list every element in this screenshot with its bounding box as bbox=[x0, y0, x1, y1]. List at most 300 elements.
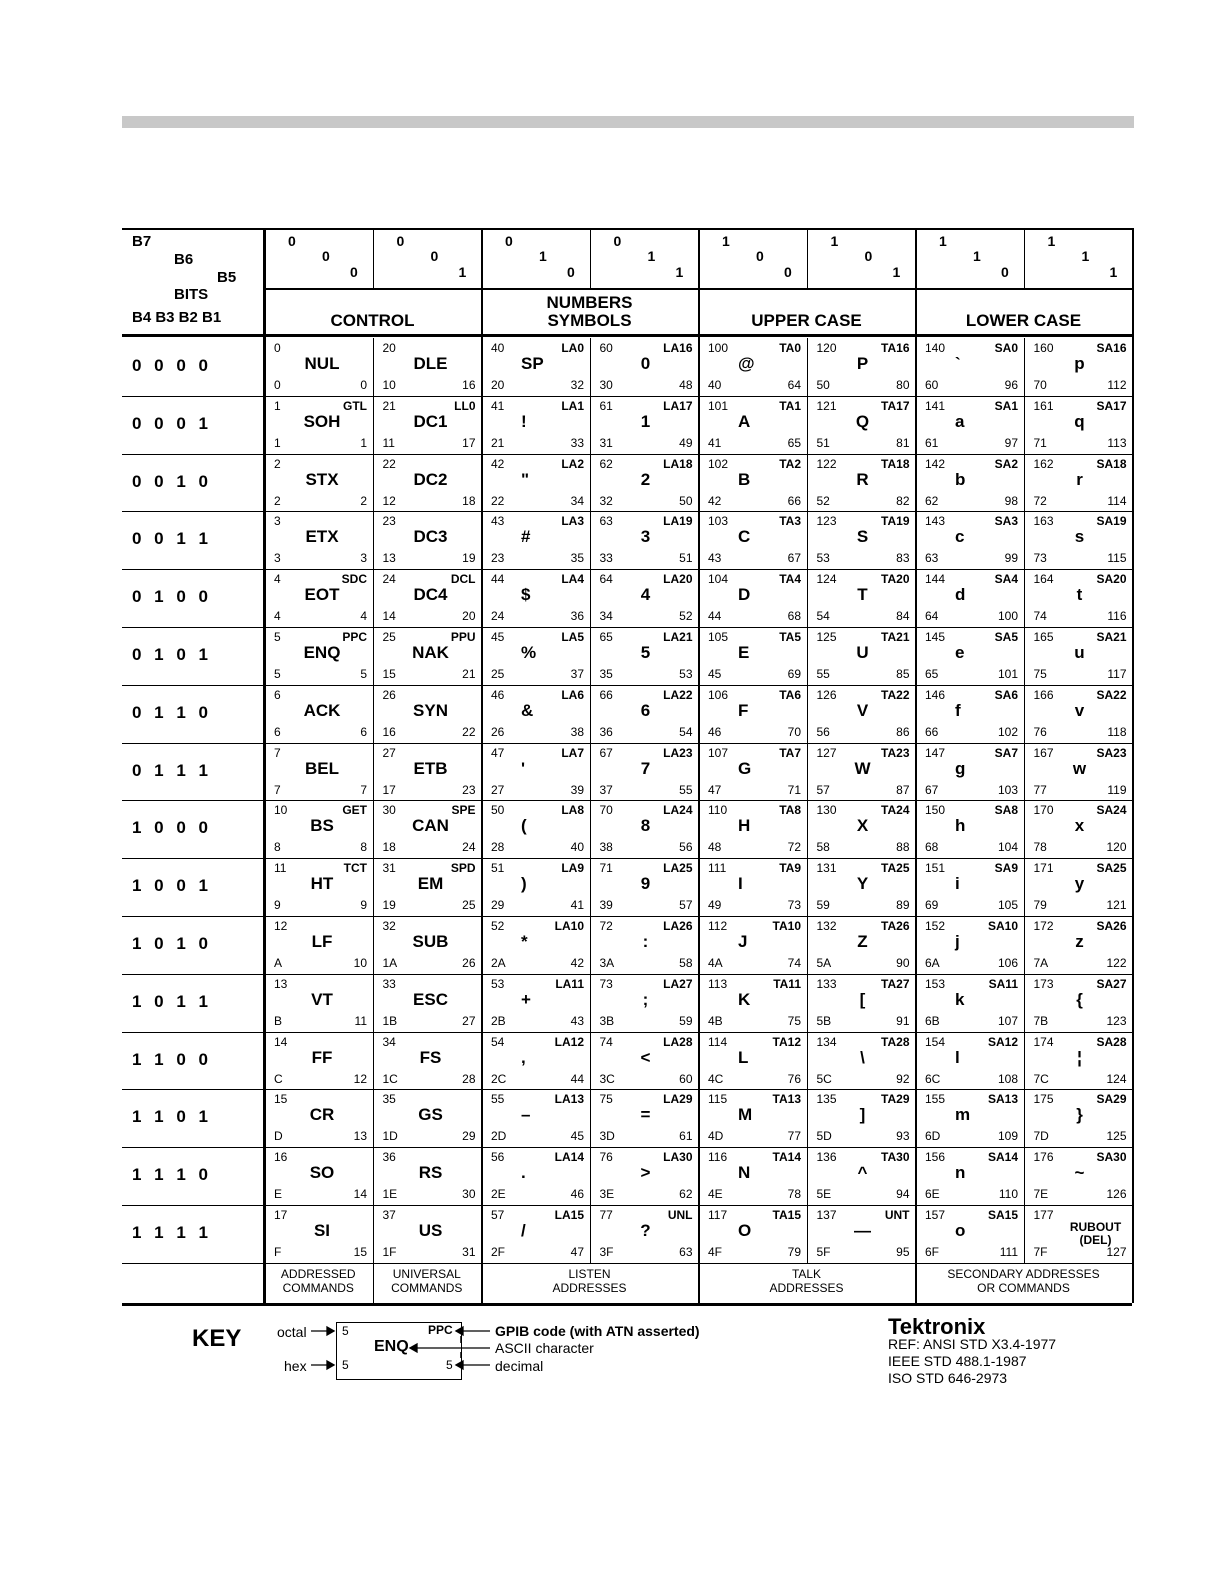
group-heading: UPPER CASE bbox=[751, 311, 862, 330]
hex-code: 61 bbox=[925, 435, 939, 450]
octal-code: 123 bbox=[816, 514, 837, 529]
ascii-character: E bbox=[738, 643, 750, 662]
gpib-code: SA16 bbox=[1096, 341, 1127, 355]
ascii-character: u bbox=[1074, 643, 1085, 662]
gpib-code: SA15 bbox=[987, 1208, 1018, 1222]
hex-code: 5F bbox=[816, 1245, 831, 1259]
ascii-character: n bbox=[955, 1163, 966, 1183]
octal-code: 155 bbox=[925, 1092, 946, 1107]
key-octal-label: octal bbox=[277, 1324, 307, 1340]
octal-code: 4 bbox=[274, 572, 281, 587]
row-bits-label: 1 1 0 1 bbox=[132, 1107, 208, 1127]
hex-code: 40 bbox=[708, 378, 722, 392]
decimal-code: 109 bbox=[997, 1129, 1018, 1144]
bit-b6-value: 1 bbox=[1081, 248, 1090, 264]
hex-code: 7 bbox=[274, 782, 281, 797]
gpib-code: LA6 bbox=[561, 687, 584, 702]
gpib-code: TA2 bbox=[779, 456, 801, 471]
ascii-character: , bbox=[521, 1047, 526, 1067]
ascii-character: DC1 bbox=[413, 411, 448, 431]
ascii-character: R bbox=[856, 469, 869, 489]
hex-code: 7E bbox=[1033, 1187, 1049, 1202]
brand-logo: Tektronix bbox=[888, 1314, 986, 1339]
group-heading: CONTROL bbox=[330, 311, 415, 330]
hex-code: 54 bbox=[816, 609, 830, 624]
hex-code: 4D bbox=[708, 1129, 724, 1144]
hex-code: 41 bbox=[708, 435, 722, 450]
group-heading: LOWER CASE bbox=[965, 311, 1082, 330]
octal-code: 21 bbox=[382, 398, 396, 413]
hex-code: 32 bbox=[599, 493, 613, 508]
hex-code: 29 bbox=[491, 898, 505, 913]
footer-category-label: ADDRESSED COMMANDS bbox=[280, 1266, 356, 1295]
hex-code: 12 bbox=[382, 493, 396, 508]
octal-code: 76 bbox=[599, 1150, 613, 1165]
hex-code: 27 bbox=[491, 782, 505, 797]
hex-code: 48 bbox=[708, 840, 722, 855]
bit-b7-value: 0 bbox=[288, 233, 296, 249]
decimal-code: 111 bbox=[999, 1245, 1018, 1259]
octal-code: 106 bbox=[708, 687, 729, 702]
ascii-character: ) bbox=[521, 874, 527, 894]
decimal-code: 66 bbox=[787, 493, 801, 508]
hex-code: 3D bbox=[599, 1129, 615, 1144]
ascii-character: j bbox=[955, 932, 960, 951]
octal-code: 174 bbox=[1033, 1034, 1054, 1049]
ascii-character: < bbox=[640, 1047, 651, 1067]
ascii-character: CR bbox=[309, 1105, 335, 1125]
octal-code: 162 bbox=[1033, 456, 1054, 471]
bit-b5-value: 0 bbox=[350, 264, 358, 280]
bit-b5-value: 0 bbox=[1001, 264, 1009, 280]
octal-code: 110 bbox=[708, 803, 728, 818]
decimal-code: 102 bbox=[997, 724, 1018, 739]
hex-code: 19 bbox=[382, 898, 396, 913]
ascii-character: W bbox=[854, 758, 871, 778]
gpib-code: SA11 bbox=[988, 976, 1018, 991]
octal-code: 56 bbox=[491, 1150, 505, 1165]
decimal-code: 61 bbox=[679, 1129, 693, 1144]
octal-code: 20 bbox=[382, 341, 396, 355]
ascii-character: \ bbox=[860, 1047, 865, 1067]
ascii-character: h bbox=[955, 816, 966, 836]
gpib-code: TA0 bbox=[779, 341, 801, 355]
row-bits-label: 1 0 0 0 bbox=[132, 818, 208, 838]
decimal-code: 4 bbox=[360, 609, 367, 624]
row-bits-label: 0 1 0 1 bbox=[132, 645, 208, 664]
ascii-character: DC4 bbox=[413, 585, 448, 605]
decimal-code: 85 bbox=[896, 667, 910, 681]
ascii-character: e bbox=[955, 643, 965, 662]
hex-code: 76 bbox=[1033, 724, 1047, 739]
gpib-code: SA10 bbox=[987, 919, 1018, 933]
gpib-code: LL0 bbox=[454, 398, 476, 413]
decimal-code: 36 bbox=[570, 609, 584, 624]
decimal-code: 44 bbox=[570, 1071, 584, 1086]
decimal-code: 108 bbox=[997, 1071, 1018, 1086]
ascii-character: SP bbox=[521, 354, 544, 373]
octal-code: 175 bbox=[1033, 1092, 1054, 1107]
gpib-code: TA23 bbox=[881, 745, 910, 760]
octal-code: 163 bbox=[1033, 514, 1054, 529]
hex-code: 28 bbox=[491, 840, 505, 855]
hex-code: 5 bbox=[274, 667, 281, 681]
hex-code: 77 bbox=[1033, 782, 1047, 797]
hex-code: C bbox=[274, 1071, 283, 1086]
ascii-character: FF bbox=[311, 1047, 333, 1067]
octal-code: 115 bbox=[708, 1092, 728, 1107]
decimal-code: 110 bbox=[998, 1187, 1018, 1202]
hex-code: 35 bbox=[599, 667, 613, 681]
bit-b5-value: 0 bbox=[784, 264, 792, 280]
octal-code: 173 bbox=[1033, 976, 1054, 991]
ascii-character: ^ bbox=[857, 1163, 868, 1183]
hex-code: 46 bbox=[708, 724, 722, 739]
decimal-code: 6 bbox=[360, 724, 367, 739]
hex-code: 2 bbox=[274, 493, 281, 508]
hex-code: 30 bbox=[599, 378, 613, 392]
hex-code: 39 bbox=[599, 898, 613, 913]
ascii-character: % bbox=[521, 643, 537, 662]
octal-code: 141 bbox=[925, 398, 946, 413]
hex-code: 9 bbox=[274, 898, 281, 913]
ascii-character: : bbox=[642, 932, 649, 951]
hex-code: 2C bbox=[491, 1071, 507, 1086]
hex-code: 17 bbox=[382, 782, 396, 797]
gpib-code: SA18 bbox=[1096, 456, 1127, 471]
gpib-code: SA28 bbox=[1096, 1034, 1127, 1049]
hex-code: 10 bbox=[382, 378, 396, 392]
gpib-code: SA7 bbox=[994, 745, 1018, 760]
ascii-character: F bbox=[738, 700, 749, 720]
hex-code: 74 bbox=[1033, 609, 1047, 624]
row-bits-label: 0 1 0 0 bbox=[132, 587, 208, 607]
ascii-character: HT bbox=[310, 874, 334, 894]
ascii-character: Z bbox=[857, 932, 868, 951]
gpib-code: LA17 bbox=[663, 398, 693, 413]
hex-code: 70 bbox=[1033, 378, 1047, 392]
ascii-character: m bbox=[955, 1105, 971, 1125]
decimal-code: 47 bbox=[570, 1245, 584, 1259]
decimal-code: 53 bbox=[679, 667, 693, 681]
octal-code: 104 bbox=[708, 572, 729, 587]
decimal-code: 82 bbox=[896, 493, 910, 508]
ascii-character: — bbox=[854, 1221, 871, 1240]
ascii-character: DC3 bbox=[413, 527, 448, 547]
octal-code: 22 bbox=[382, 456, 396, 471]
ascii-character: ] bbox=[859, 1105, 866, 1125]
decimal-code: 81 bbox=[896, 435, 910, 450]
decimal-code: 32 bbox=[570, 378, 584, 392]
octal-code: 142 bbox=[925, 456, 946, 471]
hex-code: 7C bbox=[1033, 1071, 1049, 1086]
footer-category-label: TALK ADDRESSES bbox=[769, 1266, 844, 1295]
hex-code: 13 bbox=[382, 551, 396, 566]
hex-code: 26 bbox=[491, 724, 505, 739]
row-bits-label: 0 0 1 1 bbox=[132, 529, 208, 549]
gpib-code: TA7 bbox=[779, 745, 801, 760]
key-hex-label: hex bbox=[284, 1358, 307, 1374]
ascii-character: T bbox=[857, 585, 868, 605]
gpib-code: LA2 bbox=[561, 456, 584, 471]
ascii-character: V bbox=[856, 700, 869, 720]
ascii-character: ETX bbox=[305, 527, 339, 547]
octal-code: 31 bbox=[382, 861, 396, 876]
hex-code: 6A bbox=[925, 956, 940, 970]
octal-code: 132 bbox=[816, 919, 837, 933]
gpib-code: SA6 bbox=[994, 687, 1018, 702]
hex-code: 16 bbox=[382, 724, 396, 739]
row-bits-label: 1 0 1 0 bbox=[132, 934, 208, 953]
gpib-code: SA29 bbox=[1096, 1092, 1127, 1107]
ascii-character: A bbox=[738, 411, 751, 431]
octal-code: 152 bbox=[925, 919, 946, 933]
ascii-character: d bbox=[955, 585, 966, 605]
decimal-code: 115 bbox=[1107, 551, 1127, 566]
row-bits-label: 1 0 1 1 bbox=[132, 991, 208, 1011]
bit-b6-value: 0 bbox=[430, 248, 439, 264]
ascii-character: SYN bbox=[413, 700, 448, 720]
ascii-character: SOH bbox=[303, 411, 341, 431]
octal-code: 135 bbox=[816, 1092, 837, 1107]
octal-code: 151 bbox=[925, 861, 946, 876]
decimal-code: 101 bbox=[997, 667, 1018, 681]
octal-code: 61 bbox=[599, 398, 613, 413]
decimal-code: 100 bbox=[997, 609, 1018, 624]
gpib-code: TA16 bbox=[881, 341, 910, 355]
gpib-code: TA20 bbox=[881, 572, 910, 587]
decimal-code: 96 bbox=[1004, 378, 1018, 392]
ascii-character: k bbox=[955, 989, 965, 1009]
octal-code: 47 bbox=[491, 745, 505, 760]
hex-code: 2F bbox=[491, 1245, 506, 1259]
gpib-code: SA12 bbox=[987, 1034, 1018, 1049]
octal-code: 124 bbox=[816, 572, 837, 587]
ascii-character: ¦ bbox=[1077, 1047, 1082, 1067]
ascii-character: o bbox=[955, 1221, 966, 1240]
octal-code: 120 bbox=[816, 341, 837, 355]
octal-code: 146 bbox=[925, 687, 946, 702]
bit-b5-value: 1 bbox=[675, 264, 684, 280]
decimal-code: 17 bbox=[462, 435, 476, 450]
hex-code: 0 bbox=[274, 378, 281, 392]
hex-code: 1D bbox=[382, 1129, 398, 1144]
hex-code: 53 bbox=[816, 551, 830, 566]
hex-code: 49 bbox=[708, 898, 722, 913]
decimal-code: 80 bbox=[896, 378, 910, 392]
gpib-code: LA11 bbox=[555, 976, 584, 991]
octal-code: 35 bbox=[382, 1092, 396, 1107]
decimal-code: 41 bbox=[570, 898, 584, 913]
octal-code: 53 bbox=[491, 976, 505, 991]
hex-code: 1 bbox=[274, 435, 281, 450]
octal-code: 71 bbox=[599, 861, 613, 876]
octal-code: 70 bbox=[599, 803, 613, 818]
hex-code: 75 bbox=[1033, 667, 1047, 681]
hex-code: 6F bbox=[925, 1245, 940, 1259]
b5-label: B5 bbox=[217, 269, 237, 286]
hex-code: 62 bbox=[925, 493, 939, 508]
bit-b7-value: 1 bbox=[1047, 233, 1056, 249]
decimal-code: 16 bbox=[462, 378, 476, 392]
hex-code: 4E bbox=[708, 1187, 723, 1202]
decimal-code: 59 bbox=[679, 1013, 693, 1028]
octal-code: 51 bbox=[491, 861, 505, 876]
decimal-code: 123 bbox=[1106, 1013, 1127, 1028]
decimal-code: 42 bbox=[570, 956, 584, 970]
decimal-code: 8 bbox=[360, 840, 367, 855]
gpib-code: PPC bbox=[342, 630, 367, 644]
gpib-code: SPD bbox=[450, 861, 476, 876]
ascii-character: Y bbox=[856, 874, 869, 894]
gpib-code: TA11 bbox=[773, 976, 801, 991]
gpib-code: SA24 bbox=[1096, 803, 1127, 818]
gpib-code: TA13 bbox=[772, 1092, 801, 1107]
hex-code: 25 bbox=[491, 667, 505, 681]
octal-code: 171 bbox=[1033, 861, 1054, 876]
ascii-character: SUB bbox=[412, 932, 449, 951]
hex-code: 33 bbox=[599, 551, 613, 566]
decimal-code: 12 bbox=[353, 1071, 367, 1086]
octal-code: 67 bbox=[599, 745, 613, 760]
ascii-character: NUL bbox=[304, 354, 340, 373]
gpib-code: LA15 bbox=[554, 1208, 584, 1222]
octal-code: 107 bbox=[708, 745, 729, 760]
octal-code: 42 bbox=[491, 456, 505, 471]
octal-code: 133 bbox=[816, 976, 837, 991]
ascii-character: STX bbox=[305, 469, 339, 489]
decimal-code: 19 bbox=[462, 551, 476, 566]
hex-code: 55 bbox=[816, 667, 830, 681]
octal-code: 164 bbox=[1033, 572, 1054, 587]
gpib-code: TA22 bbox=[881, 687, 910, 702]
ascii-character: BS bbox=[310, 816, 334, 836]
decimal-code: 35 bbox=[570, 551, 584, 566]
ascii-character: s bbox=[1074, 527, 1085, 547]
hex-code: 69 bbox=[925, 898, 939, 913]
gpib-code: TA18 bbox=[881, 456, 910, 471]
decimal-code: 83 bbox=[896, 551, 910, 566]
ascii-character: 1 bbox=[640, 411, 651, 431]
ascii-character: M bbox=[738, 1105, 753, 1125]
gpib-code: TA25 bbox=[881, 861, 910, 876]
hex-code: 15 bbox=[382, 667, 396, 681]
footer-category-label: UNIVERSAL COMMANDS bbox=[391, 1266, 463, 1295]
ascii-character: P bbox=[856, 354, 869, 373]
hex-code: 68 bbox=[925, 840, 939, 855]
octal-code: 102 bbox=[708, 456, 729, 471]
decimal-code: 54 bbox=[679, 724, 693, 739]
row-bits-label: 0 1 1 1 bbox=[132, 760, 208, 780]
gpib-code: TA29 bbox=[881, 1092, 910, 1107]
octal-code: 111 bbox=[708, 861, 727, 876]
hex-code: 67 bbox=[925, 782, 939, 797]
decimal-code: 92 bbox=[896, 1071, 910, 1086]
reference-ansi: REF: ANSI STD X3.4-1977 bbox=[888, 1336, 1057, 1352]
decimal-code: 22 bbox=[462, 724, 476, 739]
hex-code: 60 bbox=[925, 378, 939, 392]
ascii-character: x bbox=[1074, 816, 1085, 836]
octal-code: 16 bbox=[274, 1150, 288, 1165]
row-bits-label: 1 1 1 1 bbox=[132, 1223, 208, 1242]
octal-code: 75 bbox=[599, 1092, 613, 1107]
decimal-code: 97 bbox=[1004, 435, 1018, 450]
decimal-code: 40 bbox=[570, 840, 584, 855]
octal-code: 43 bbox=[491, 514, 505, 529]
bit-b5-value: 1 bbox=[892, 264, 901, 280]
gpib-code: DCL bbox=[450, 572, 476, 587]
decimal-code: 103 bbox=[997, 782, 1018, 797]
ascii-character: ' bbox=[521, 758, 526, 778]
ascii-character: 0 bbox=[640, 354, 651, 373]
gpib-code: TA8 bbox=[779, 803, 801, 818]
row-bits-label: 1 1 0 0 bbox=[132, 1049, 208, 1069]
gpib-code: SA27 bbox=[1096, 976, 1127, 991]
decimal-code: 73 bbox=[787, 898, 801, 913]
decimal-code: 90 bbox=[896, 956, 910, 970]
octal-code: 147 bbox=[925, 745, 946, 760]
ascii-character: r bbox=[1076, 469, 1083, 489]
ascii-character: L bbox=[738, 1047, 749, 1067]
bit-b7-value: 1 bbox=[939, 233, 947, 249]
decimal-code: 116 bbox=[1107, 609, 1127, 624]
gpib-code: LA13 bbox=[554, 1092, 584, 1107]
gpib-code: LA21 bbox=[663, 630, 693, 644]
ascii-character: DC2 bbox=[413, 469, 448, 489]
ascii-character: b bbox=[955, 469, 966, 489]
gpib-code: LA27 bbox=[663, 976, 693, 991]
gpib-code: LA20 bbox=[663, 572, 693, 587]
hex-code: 2B bbox=[491, 1013, 506, 1028]
octal-code: 116 bbox=[708, 1150, 728, 1165]
ascii-character: # bbox=[521, 527, 531, 547]
octal-code: 24 bbox=[382, 572, 396, 587]
gpib-code: LA26 bbox=[663, 919, 693, 933]
decimal-code: 70 bbox=[787, 724, 801, 739]
key-gpib-value: PPC bbox=[428, 1323, 453, 1337]
hex-code: 79 bbox=[1033, 898, 1047, 913]
ascii-character: LF bbox=[311, 932, 333, 951]
key-char-desc: ASCII character bbox=[495, 1340, 594, 1356]
gpib-code: UNT bbox=[884, 1208, 910, 1222]
gpib-code: SPE bbox=[451, 803, 476, 818]
gpib-code: TA30 bbox=[881, 1150, 910, 1165]
octal-code: 65 bbox=[599, 630, 613, 644]
hex-code: 23 bbox=[491, 551, 505, 566]
octal-code: 7 bbox=[274, 745, 281, 760]
octal-code: 12 bbox=[274, 919, 288, 933]
decimal-code: 5 bbox=[360, 667, 367, 681]
bit-b5-value: 1 bbox=[458, 264, 467, 280]
bit-b7-value: 0 bbox=[396, 233, 405, 249]
hex-code: 59 bbox=[816, 898, 830, 913]
decimal-code: 25 bbox=[462, 898, 476, 913]
gpib-code: TA10 bbox=[772, 919, 801, 933]
gpib-code: SA0 bbox=[994, 341, 1018, 355]
hex-code: 3 bbox=[274, 551, 281, 566]
decimal-code: 62 bbox=[679, 1187, 693, 1202]
octal-code: 40 bbox=[491, 341, 505, 355]
ascii-character: J bbox=[738, 932, 748, 951]
decimal-code: 87 bbox=[896, 782, 910, 797]
gpib-code: TA9 bbox=[779, 861, 801, 876]
octal-code: 33 bbox=[382, 976, 396, 991]
ascii-character: 4 bbox=[640, 585, 651, 605]
decimal-code: 72 bbox=[787, 840, 801, 855]
hex-code: 4C bbox=[708, 1071, 724, 1086]
octal-code: 156 bbox=[925, 1150, 946, 1165]
ascii-character: v bbox=[1074, 700, 1085, 720]
